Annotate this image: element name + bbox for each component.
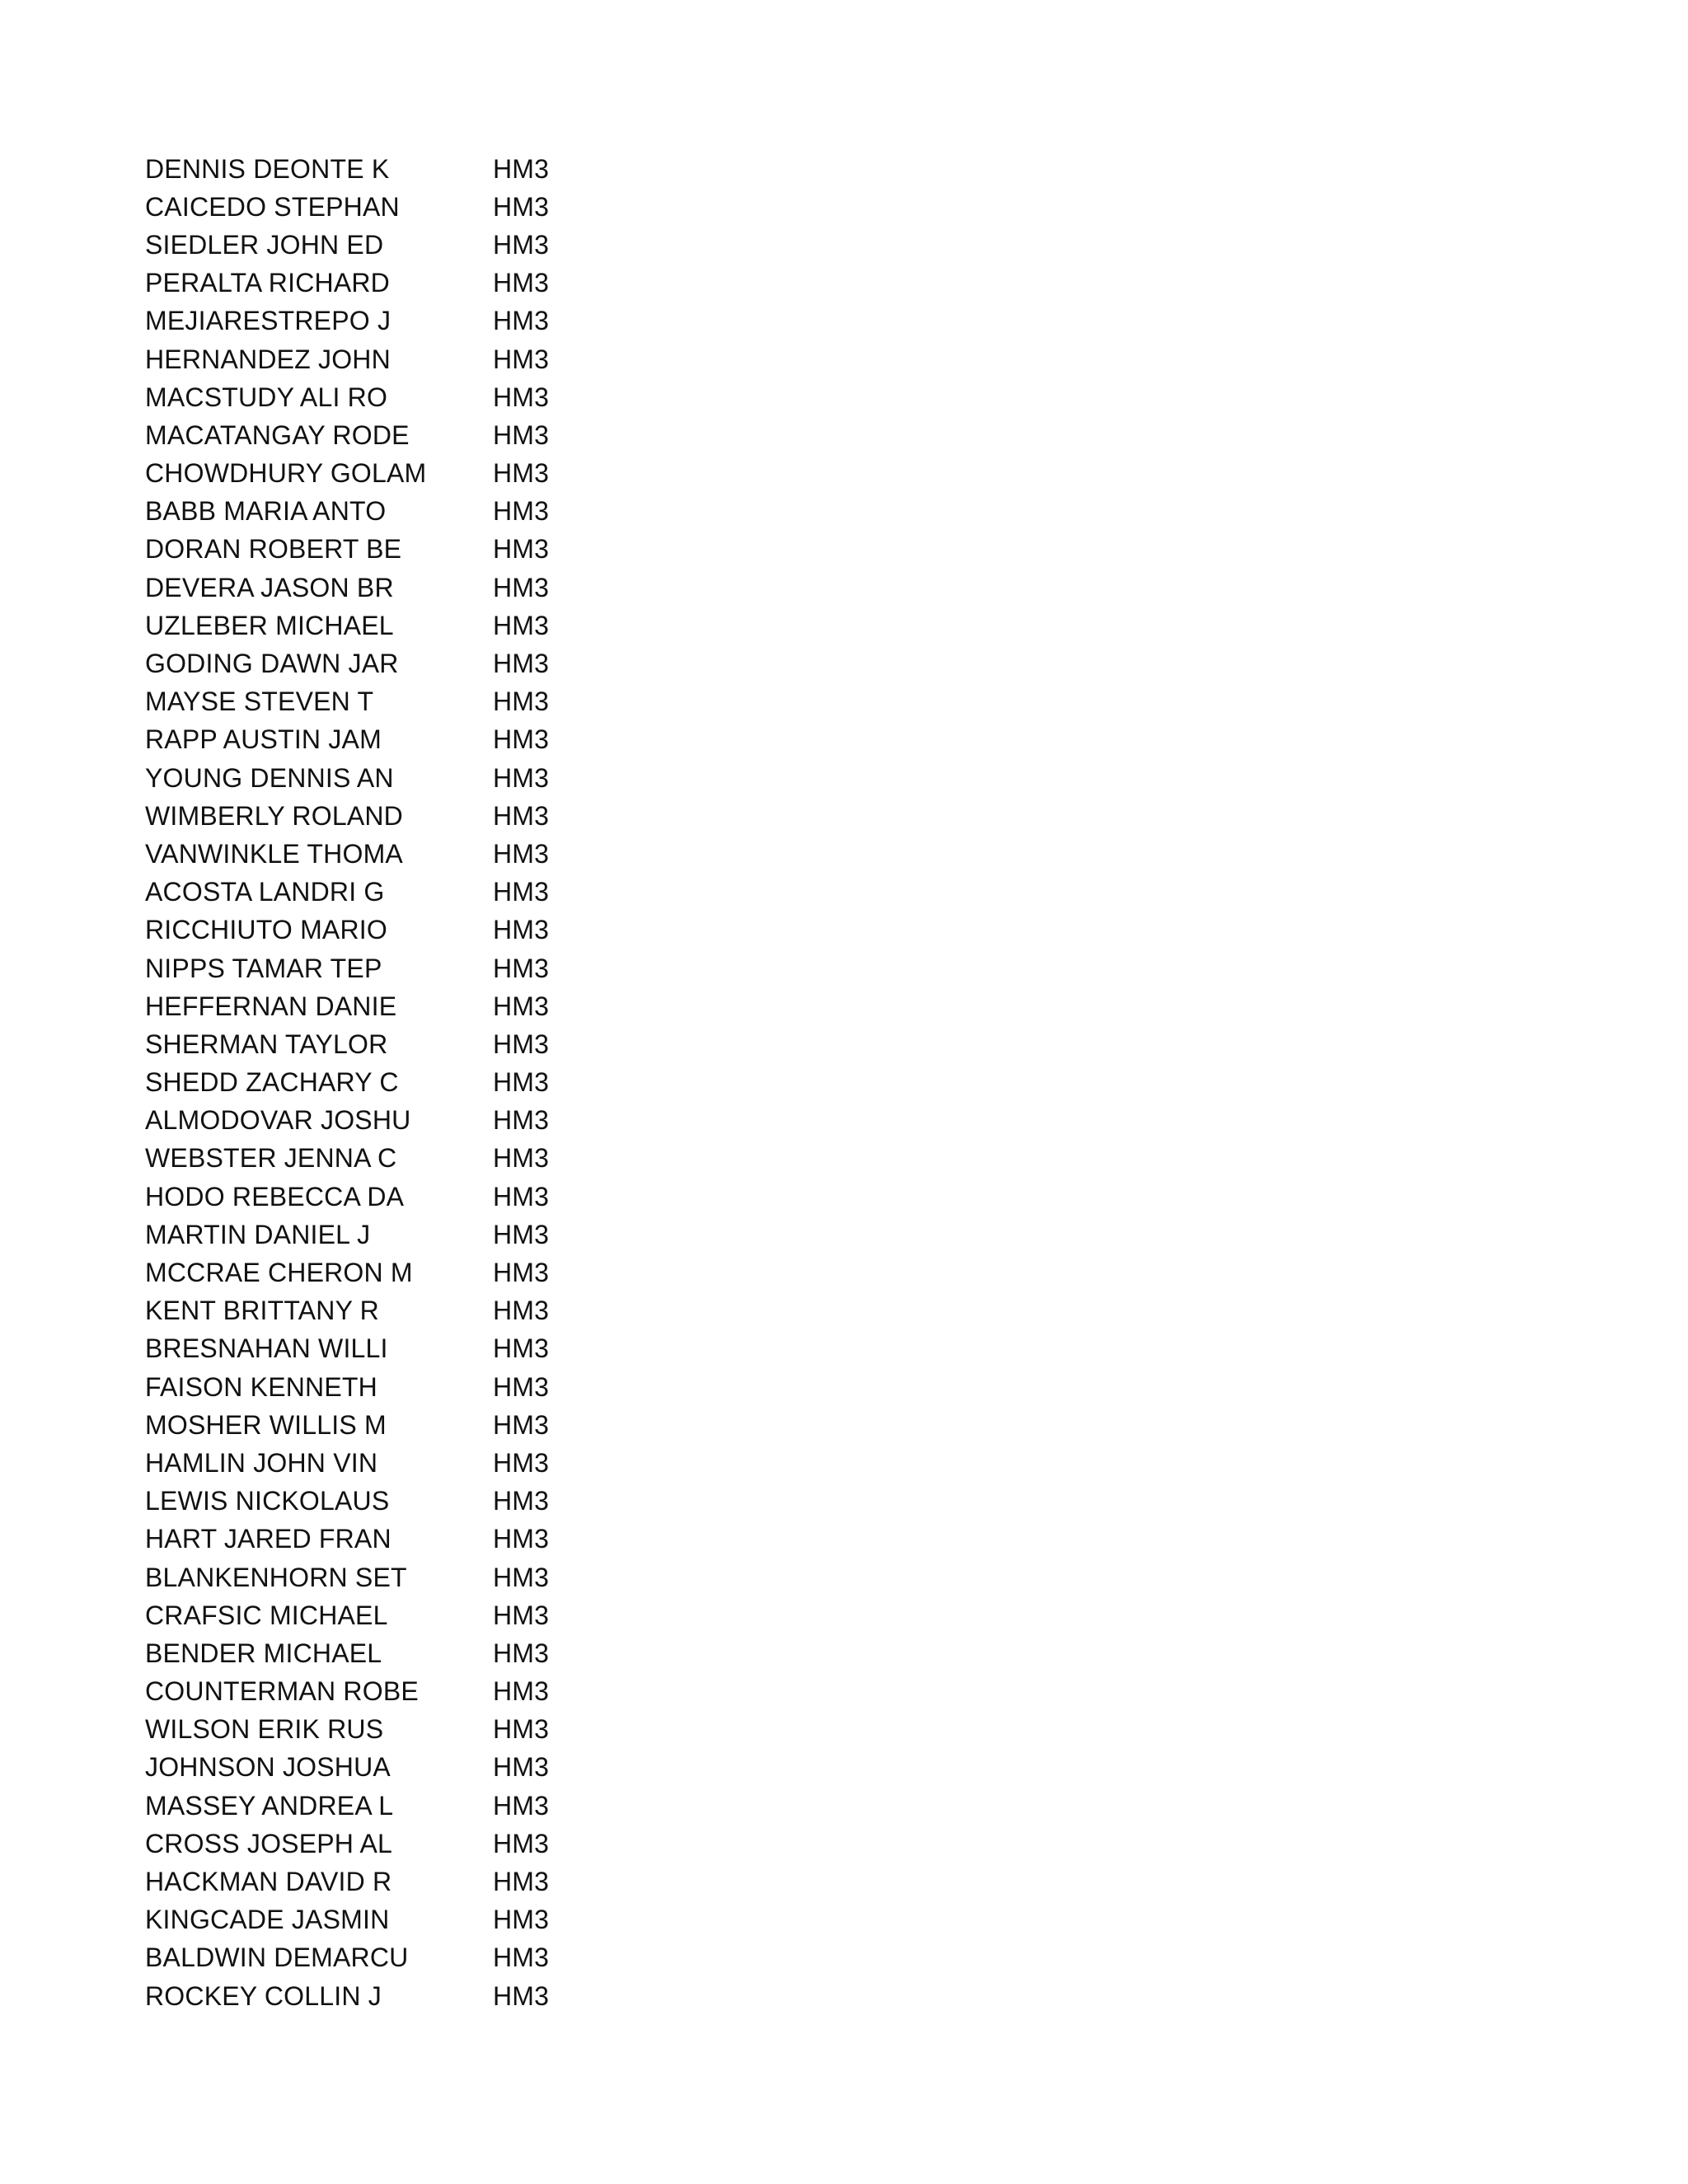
roster-rate: HM3 xyxy=(493,991,550,1021)
roster-rate: HM3 xyxy=(493,1524,550,1554)
roster-row xyxy=(145,1558,722,1596)
roster-name: CROSS JOSEPH AL xyxy=(145,1828,392,1858)
roster-rate: HM3 xyxy=(493,1258,550,1288)
roster-row xyxy=(145,1749,722,1787)
roster-row xyxy=(145,378,722,416)
roster-row xyxy=(145,683,722,721)
roster-rate: HM3 xyxy=(493,762,550,793)
roster-name: MACSTUDY ALI RO xyxy=(145,382,388,412)
roster-name: RAPP AUSTIN JAM xyxy=(145,724,382,755)
roster-rate: HM3 xyxy=(493,1980,550,2011)
roster-row xyxy=(145,1634,722,1672)
roster-name: BABB MARIA ANTO xyxy=(145,496,387,527)
roster-name: BRESNAHAN WILLI xyxy=(145,1333,388,1364)
roster-rate: HM3 xyxy=(493,1447,550,1478)
roster-rate: HM3 xyxy=(493,382,550,412)
roster-row xyxy=(145,1483,722,1521)
roster-row xyxy=(145,1444,722,1482)
roster-name: HODO REBECCA DA xyxy=(145,1181,405,1212)
roster-row xyxy=(145,1939,722,1977)
roster-rate: HM3 xyxy=(493,1143,550,1174)
roster-name: WEBSTER JENNA C xyxy=(145,1143,397,1174)
roster-rate: HM3 xyxy=(493,306,550,336)
roster-name: GODING DAWN JAR xyxy=(145,649,399,679)
roster-name: MASSEY ANDREA L xyxy=(145,1790,394,1821)
roster-name: HERNANDEZ JOHN xyxy=(145,344,391,374)
roster-name: ROCKEY COLLIN J xyxy=(145,1980,382,2011)
roster-rate: HM3 xyxy=(493,1371,550,1402)
roster-row xyxy=(145,1596,722,1634)
roster-row xyxy=(145,1178,722,1216)
roster-list xyxy=(145,150,722,2015)
roster-rate: HM3 xyxy=(493,610,550,640)
roster-name: JOHNSON JOSHUA xyxy=(145,1752,391,1783)
roster-rate: HM3 xyxy=(493,1828,550,1858)
roster-name: VANWINKLE THOMA xyxy=(145,838,403,869)
roster-row xyxy=(145,1825,722,1863)
roster-name: DEVERA JASON BR xyxy=(145,572,394,602)
roster-name: BENDER MICHAEL xyxy=(145,1638,382,1668)
roster-name: UZLEBER MICHAEL xyxy=(145,610,394,640)
roster-name: DORAN ROBERT BE xyxy=(145,534,402,565)
roster-rate: HM3 xyxy=(493,1867,550,1897)
roster-rate: HM3 xyxy=(493,229,550,260)
roster-rate: HM3 xyxy=(493,724,550,755)
roster-rate: HM3 xyxy=(493,838,550,869)
roster-row xyxy=(145,1406,722,1444)
roster-name: RICCHIUTO MARIO xyxy=(145,915,387,945)
roster-rate: HM3 xyxy=(493,268,550,298)
roster-name: BALDWIN DEMARCU xyxy=(145,1943,409,1973)
roster-rate: HM3 xyxy=(493,1029,550,1059)
roster-rate: HM3 xyxy=(493,1486,550,1516)
roster-rate: HM3 xyxy=(493,419,550,450)
roster-name: COUNTERMAN ROBE xyxy=(145,1676,419,1707)
roster-row xyxy=(145,1977,722,2015)
roster-rate: HM3 xyxy=(493,572,550,602)
roster-rate: HM3 xyxy=(493,1752,550,1783)
roster-rate: HM3 xyxy=(493,915,550,945)
roster-row xyxy=(145,265,722,302)
roster-name: SHERMAN TAYLOR xyxy=(145,1029,388,1059)
roster-name: ALMODOVAR JOSHU xyxy=(145,1105,411,1136)
roster-rate: HM3 xyxy=(493,534,550,565)
roster-rate: HM3 xyxy=(493,1409,550,1440)
roster-rate: HM3 xyxy=(493,458,550,489)
roster-row xyxy=(145,607,722,644)
roster-row xyxy=(145,455,722,493)
roster-name: WIMBERLY ROLAND xyxy=(145,800,403,831)
roster-row xyxy=(145,226,722,264)
roster-rate: HM3 xyxy=(493,1219,550,1249)
roster-row xyxy=(145,912,722,949)
roster-name: HART JARED FRAN xyxy=(145,1524,392,1554)
roster-row xyxy=(145,416,722,454)
roster-name: KINGCADE JASMIN xyxy=(145,1905,390,1935)
roster-name: NIPPS TAMAR TEP xyxy=(145,953,382,983)
roster-rate: HM3 xyxy=(493,1600,550,1630)
roster-rate: HM3 xyxy=(493,953,550,983)
roster-name: WILSON ERIK RUS xyxy=(145,1714,384,1745)
roster-rate: HM3 xyxy=(493,1067,550,1098)
roster-rate: HM3 xyxy=(493,1714,550,1745)
roster-name: HACKMAN DAVID R xyxy=(145,1867,392,1897)
roster-row xyxy=(145,493,722,531)
roster-name: YOUNG DENNIS AN xyxy=(145,762,394,793)
roster-row xyxy=(145,1673,722,1711)
roster-name: MEJIARESTREPO J xyxy=(145,306,392,336)
roster-rate: HM3 xyxy=(493,1943,550,1973)
roster-rate: HM3 xyxy=(493,687,550,717)
roster-row xyxy=(145,1064,722,1102)
roster-rate: HM3 xyxy=(493,1181,550,1212)
roster-row xyxy=(145,1711,722,1749)
roster-rate: HM3 xyxy=(493,1296,550,1326)
roster-rate: HM3 xyxy=(493,1333,550,1364)
roster-row xyxy=(145,1140,722,1178)
roster-name: SHEDD ZACHARY C xyxy=(145,1067,399,1098)
roster-rate: HM3 xyxy=(493,649,550,679)
roster-name: ACOSTA LANDRI G xyxy=(145,877,385,907)
roster-row xyxy=(145,797,722,835)
roster-rate: HM3 xyxy=(493,1638,550,1668)
roster-rate: HM3 xyxy=(493,877,550,907)
roster-row xyxy=(145,987,722,1025)
roster-name: CRAFSIC MICHAEL xyxy=(145,1600,388,1630)
roster-row xyxy=(145,1292,722,1330)
roster-name: KENT BRITTANY R xyxy=(145,1296,379,1326)
roster-row xyxy=(145,1863,722,1900)
roster-name: SIEDLER JOHN ED xyxy=(145,229,384,260)
roster-row xyxy=(145,1102,722,1140)
roster-rate: HM3 xyxy=(493,1562,550,1592)
roster-rate: HM3 xyxy=(493,800,550,831)
roster-row xyxy=(145,1521,722,1558)
roster-name: MAYSE STEVEN T xyxy=(145,687,374,717)
roster-rate: HM3 xyxy=(493,344,550,374)
roster-name: MOSHER WILLIS M xyxy=(145,1409,387,1440)
roster-name: PERALTA RICHARD xyxy=(145,268,390,298)
roster-row xyxy=(145,949,722,987)
roster-row xyxy=(145,340,722,378)
roster-row xyxy=(145,644,722,682)
roster-row xyxy=(145,1368,722,1406)
roster-rate: HM3 xyxy=(493,191,550,222)
roster-row xyxy=(145,835,722,873)
roster-name: DENNIS DEONTE K xyxy=(145,153,390,184)
roster-row xyxy=(145,302,722,340)
roster-name: MCCRAE CHERON M xyxy=(145,1258,413,1288)
roster-name: FAISON KENNETH xyxy=(145,1371,377,1402)
roster-rate: HM3 xyxy=(493,1676,550,1707)
roster-row xyxy=(145,1330,722,1368)
roster-row xyxy=(145,1216,722,1254)
roster-row xyxy=(145,1025,722,1063)
roster-rate: HM3 xyxy=(493,1790,550,1821)
roster-row xyxy=(145,874,722,912)
roster-name: MARTIN DANIEL J xyxy=(145,1219,371,1249)
roster-row xyxy=(145,1787,722,1825)
roster-row xyxy=(145,721,722,759)
roster-name: CAICEDO STEPHAN xyxy=(145,191,400,222)
roster-row xyxy=(145,569,722,607)
roster-row xyxy=(145,150,722,188)
roster-rate: HM3 xyxy=(493,1905,550,1935)
roster-row xyxy=(145,531,722,569)
roster-rate: HM3 xyxy=(493,496,550,527)
roster-row xyxy=(145,188,722,226)
roster-row xyxy=(145,1254,722,1291)
roster-name: MACATANGAY RODE xyxy=(145,419,410,450)
roster-name: BLANKENHORN SET xyxy=(145,1562,407,1592)
roster-name: HAMLIN JOHN VIN xyxy=(145,1447,378,1478)
roster-name: LEWIS NICKOLAUS xyxy=(145,1486,390,1516)
roster-row xyxy=(145,759,722,797)
roster-name: CHOWDHURY GOLAM xyxy=(145,458,427,489)
roster-row xyxy=(145,1901,722,1939)
roster-rate: HM3 xyxy=(493,153,550,184)
roster-rate: HM3 xyxy=(493,1105,550,1136)
roster-name: HEFFERNAN DANIE xyxy=(145,991,397,1021)
